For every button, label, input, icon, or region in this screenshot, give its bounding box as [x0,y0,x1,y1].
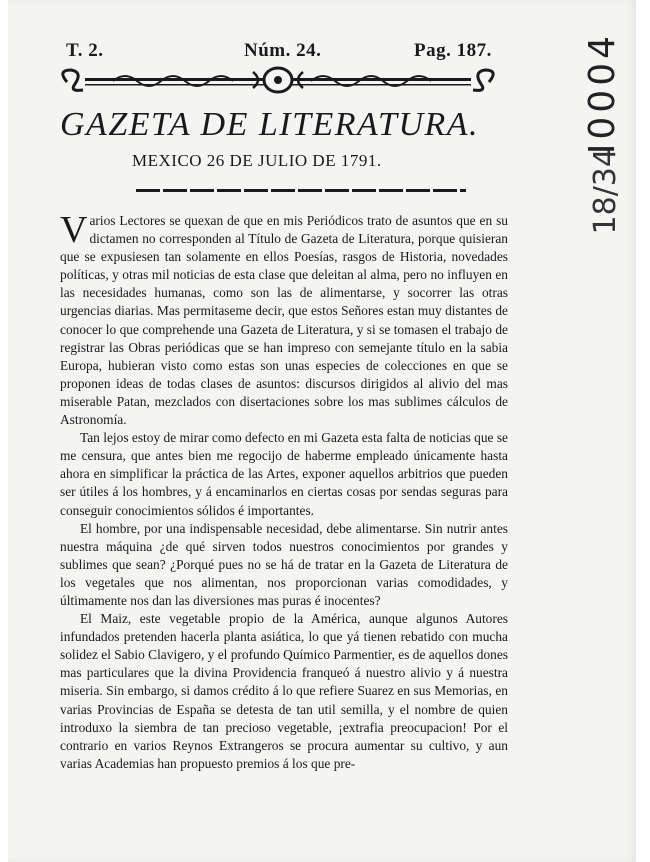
shelf-mark-marginalia: 18/34 [588,148,623,235]
dashed-rule [136,189,466,192]
paragraph [60,209,508,429]
page-number: Pag. 187. [414,40,492,61]
masthead-title: GAZETA DE LITERATURA. [60,106,480,143]
article-body [60,209,508,773]
paragraph: El hombre, por una indispensable necesidad, debe alimentarse. Sin nutrir antes nuestra máquina ¿de qué sirven todos nuestros conocimientos por grandes y sublimes que sean? ¿Porqué pues no se há de tratar en la Gazeta de Literatura de los vegetales que nos alimentan, nos proporcionan varias comodidades, y últimamente nos dan las diversiones mas puras é inocentes? [60,520,508,608]
paragraph: Tan lejos estoy de mirar como defecto en mi Gazeta esta falta de noticias que se me censura, que antes bien me regocijo de haberme empleado únicamente hasta ahora en simplificar la práctica de las Artes, exponer aquellos arbitrios que pueden ser útiles á los hombres, y á encaminarlos en ciertas cosas por sendas seguras para conseguir conocimientos sólidos é importantes. [60,430,508,518]
decorative-ornament [53,64,503,98]
paragraph: El Maiz, este vegetable propio de la América, aunque algunos Autores infundados pretenden hacerla planta asiática, lo que yá tienen rebatido con mucha solidez el Sabio Clavigero, y el profundo Químico Parmentier, es de aquellos dones mas particulares que la divina Providencia franqueó á nuestro alivio y á nuestra miseria. Sin embargo, si damos crédito á lo que refiere Suarez en sus Memorias, en varias Provincias de España se detesta de tan util semilla, y el nombre de quien introduxo la siembra de tan precioso vegetable, ¡extrafia preocupacion! Por el contrario en varios Reynos Extrangeros se procura aumentar su cultivo, y aun varias Academias han propuesto premios á los que pre- [60,611,508,771]
paragraph-text: arios Lectores se quexan de que en mis Periódicos trato de asuntos que en su dictamen no corresponden al Título de Gazeta de Literatura, porque quisieran que se expusiesen tan solamente en ellos Poesías, rasgos de Historia, novedades políticas, y otras mil noticias de esta clase que deleitan al alma, pero no influyen en las necesidades humanas, como son las de alimentarse, y socorrer las otras urgencias diarias. Mas permitaseme decir, que estos Señores estan muy distantes de conocer lo que comprehende una Gazeta de Literatura, y si se tomasen el trabajo de registrar las Obras periódicas que se han impreso con semejante título en la sabia Europa, hubieran visto como estas son unas especies de colecciones en que se proponen ideas de todas clases de asuntos: discursos dirigidos al alivio del mas miserable Patan, mezclados con disertaciones sobre los mas sublimes cálculos de Astronomía. [60,213,508,428]
dateline: MEXICO 26 DE JULIO DE 1791. [132,151,382,170]
newspaper-page [8,0,636,862]
volume-label: T. 2. [66,40,104,61]
drop-cap: V [60,209,88,251]
catalog-number-marginalia: I0004 [582,32,623,155]
issue-number: Núm. 24. [244,40,322,61]
